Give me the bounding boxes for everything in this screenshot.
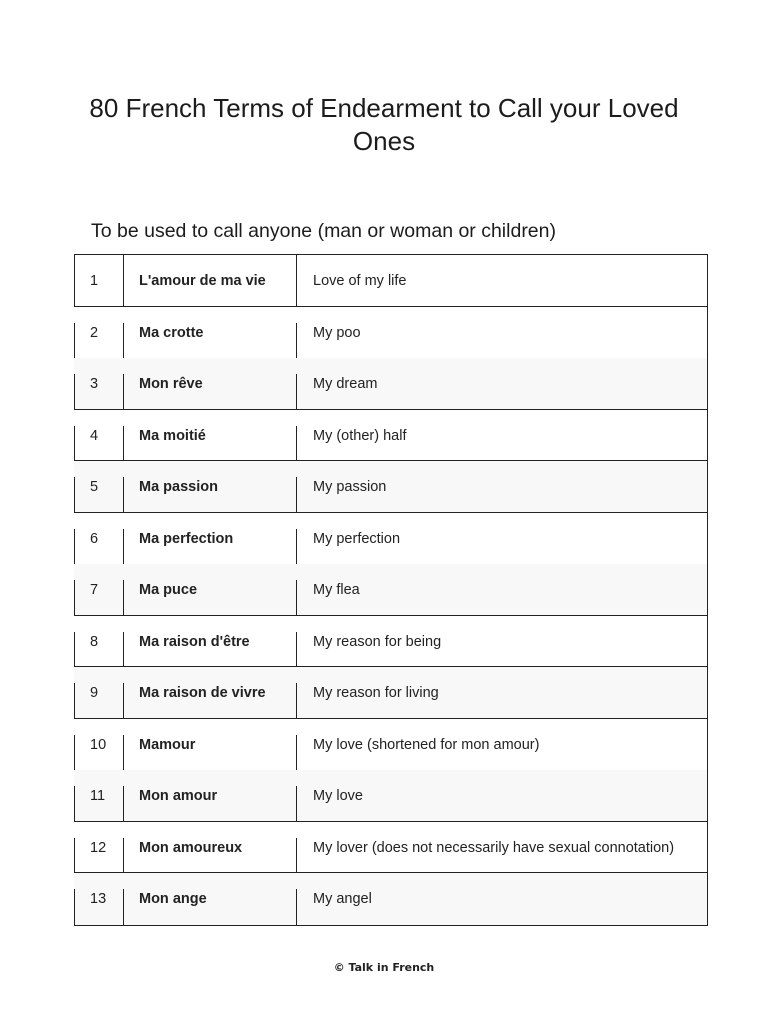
column-divider: [74, 632, 75, 667]
column-divider: [296, 477, 297, 512]
row-number: 10: [90, 736, 107, 753]
column-divider: [123, 580, 124, 615]
column-divider: [123, 838, 124, 873]
column-divider: [74, 735, 75, 771]
english-meaning: My flea: [313, 582, 360, 598]
english-meaning: Love of my life: [313, 273, 407, 289]
english-meaning: My love: [313, 788, 363, 804]
column-divider: [296, 580, 297, 615]
row-number: 5: [90, 479, 99, 495]
english-meaning: My (other) half: [313, 427, 407, 444]
row-number: 7: [90, 582, 99, 598]
french-term: Ma puce: [139, 582, 198, 598]
column-divider: [74, 838, 75, 873]
english-meaning: My poo: [313, 324, 361, 341]
table-row: [74, 667, 707, 719]
english-meaning: My dream: [313, 376, 378, 392]
table-row: [74, 616, 707, 668]
terms-table: [74, 254, 708, 926]
table-row: [74, 410, 707, 462]
column-divider: [296, 632, 297, 667]
french-term: Ma perfection: [139, 530, 234, 547]
english-meaning: My reason for living: [313, 685, 439, 701]
column-divider: [123, 889, 124, 925]
column-divider: [123, 323, 124, 359]
table-row: [74, 513, 707, 565]
column-divider: [296, 683, 297, 718]
row-number: 9: [90, 685, 99, 701]
english-meaning: My lover (does not necessarily have sexual connotation): [313, 839, 675, 856]
table-row: [74, 822, 707, 874]
row-number: 11: [90, 788, 106, 804]
english-meaning: My angel: [313, 891, 372, 907]
row-number: 4: [90, 427, 99, 444]
french-term: Mon amour: [139, 788, 218, 804]
column-divider: [296, 735, 297, 771]
table-row: [74, 358, 707, 410]
column-divider: [123, 374, 124, 409]
column-divider: [74, 683, 75, 718]
row-number: 1: [90, 273, 99, 289]
column-divider: [296, 786, 297, 821]
column-divider: [123, 786, 124, 821]
row-number: 3: [90, 376, 99, 392]
column-divider: [123, 735, 124, 771]
french-term: Mamour: [139, 736, 196, 753]
column-divider: [74, 529, 75, 565]
french-term: L'amour de ma vie: [139, 273, 266, 289]
column-divider: [74, 255, 75, 306]
french-term: Ma moitié: [139, 427, 206, 444]
column-divider: [296, 255, 297, 306]
column-divider: [123, 477, 124, 512]
column-divider: [296, 889, 297, 925]
french-term: Ma raison de vivre: [139, 685, 266, 701]
table-row: [74, 307, 707, 359]
column-divider: [296, 838, 297, 873]
page-title: 80 French Terms of Endearment to Call your Loved Ones: [89, 93, 679, 156]
english-meaning: My passion: [313, 479, 387, 495]
english-meaning: My love (shortened for mon amour): [313, 736, 540, 753]
column-divider: [296, 374, 297, 409]
column-divider: [74, 580, 75, 615]
column-divider: [296, 426, 297, 461]
french-term: Ma passion: [139, 479, 218, 495]
column-divider: [74, 374, 75, 409]
column-divider: [123, 255, 124, 306]
table-row: [74, 255, 707, 307]
french-term: Mon amoureux: [139, 839, 243, 856]
english-meaning: My reason for being: [313, 633, 442, 650]
copyright-footer: © Talk in French: [333, 961, 435, 974]
table-row: [74, 719, 707, 771]
table-row: [74, 461, 707, 513]
column-divider: [296, 323, 297, 359]
section-subtitle: To be used to call anyone (man or woman or children): [91, 220, 556, 242]
column-divider: [74, 323, 75, 359]
column-divider: [123, 632, 124, 667]
table-row: [74, 564, 707, 616]
english-meaning: My perfection: [313, 530, 401, 547]
french-term: Mon ange: [139, 891, 207, 907]
column-divider: [296, 529, 297, 565]
column-divider: [74, 786, 75, 821]
column-divider: [123, 529, 124, 565]
french-term: Ma raison d'être: [139, 633, 250, 650]
column-divider: [74, 426, 75, 461]
table-row: [74, 873, 707, 925]
french-term: Mon rêve: [139, 376, 203, 392]
row-number: 8: [90, 633, 99, 650]
column-divider: [123, 683, 124, 718]
table-row: [74, 770, 707, 822]
french-term: Ma crotte: [139, 324, 204, 341]
row-number: 2: [90, 324, 99, 341]
row-number: 12: [90, 839, 107, 856]
column-divider: [74, 477, 75, 512]
column-divider: [123, 426, 124, 461]
row-number: 6: [90, 530, 99, 547]
column-divider: [74, 889, 75, 925]
row-number: 13: [90, 891, 107, 907]
